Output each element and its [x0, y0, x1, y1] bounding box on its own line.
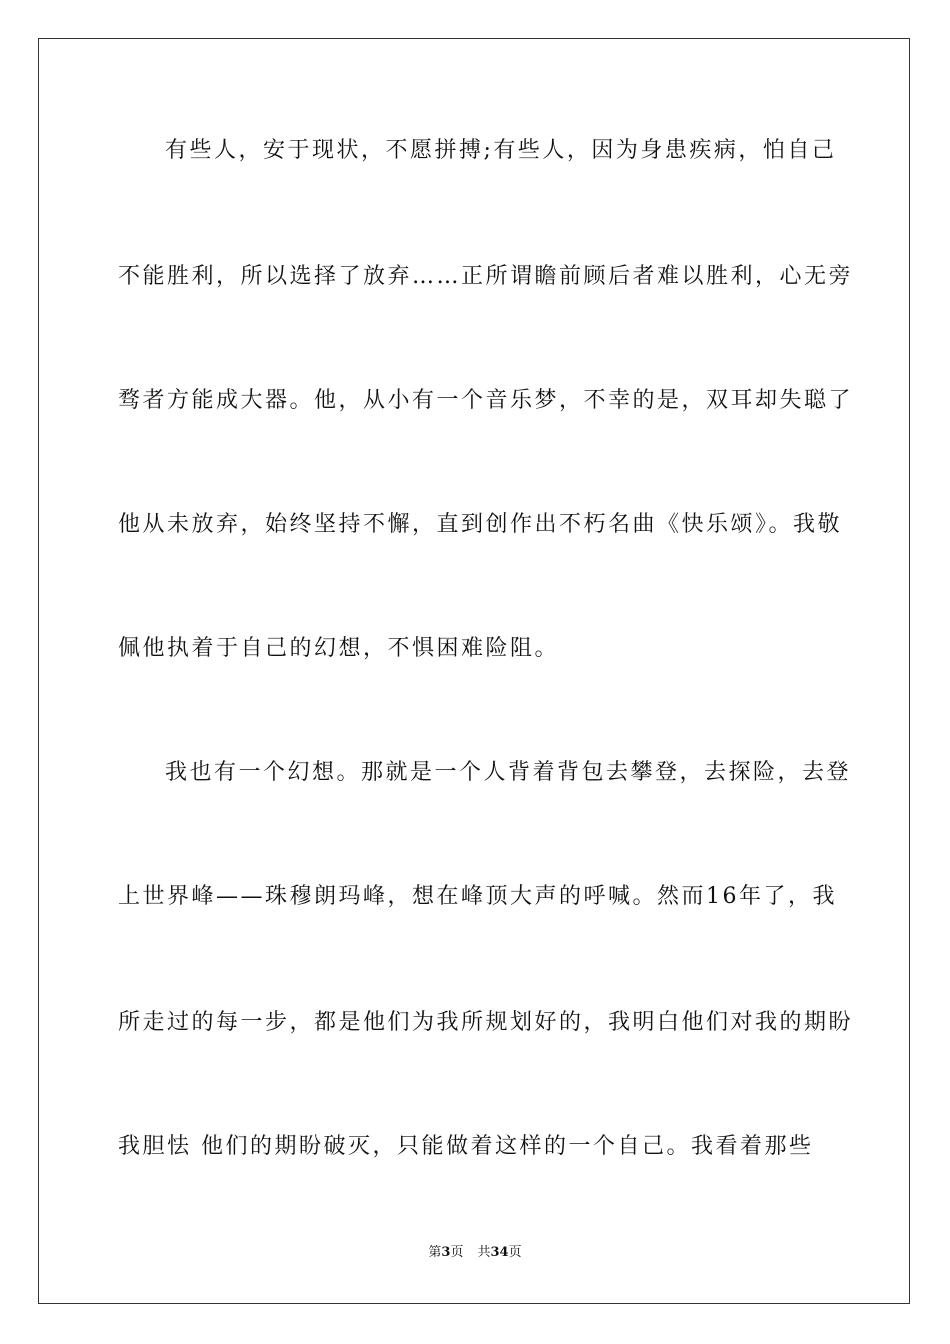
text-line-1: 有些人，安于现状，不愿拼搏;有些人，因为身患疾病，怕自己 [165, 138, 837, 163]
text-line-3: 骛者方能成大器。他，从小有一个音乐梦，不幸的是，双耳却失聪了 [118, 388, 854, 413]
page-footer [0, 1244, 950, 1262]
total-prefix: 共 [477, 1245, 491, 1260]
text-line-7: 上世界峰——珠穆朗玛峰，想在峰顶大声的呼喊。然而16年了，我 [118, 884, 837, 909]
text-line-9: 我胆怯 他们的期盼破灭，只能做着这样的一个自己。我看着那些 [118, 1134, 814, 1159]
page-frame [38, 38, 910, 1304]
total-suffix: 页 [508, 1245, 522, 1260]
text-line-6: 我也有一个幻想。那就是一个人背着背包去攀登，去探险，去登 [165, 760, 852, 785]
total-pages: 34 [490, 1245, 509, 1260]
text-line-5: 佩他执着于自己的幻想，不惧困难险阻。 [118, 636, 560, 661]
text-line-4: 他从未放弃，始终坚持不懈，直到创作出不朽名曲《快乐颂》。我敬 [118, 512, 843, 537]
text-line-2: 不能胜利，所以选择了放弃……正所谓瞻前顾后者难以胜利，心无旁 [118, 264, 854, 289]
page-suffix: 页 [450, 1245, 464, 1260]
page-number: 3 [441, 1245, 451, 1260]
text-line-8: 所走过的每一步，都是他们为我所规划好的，我明白他们对我的期盼 [118, 1010, 854, 1035]
page-prefix: 第 [428, 1245, 442, 1260]
